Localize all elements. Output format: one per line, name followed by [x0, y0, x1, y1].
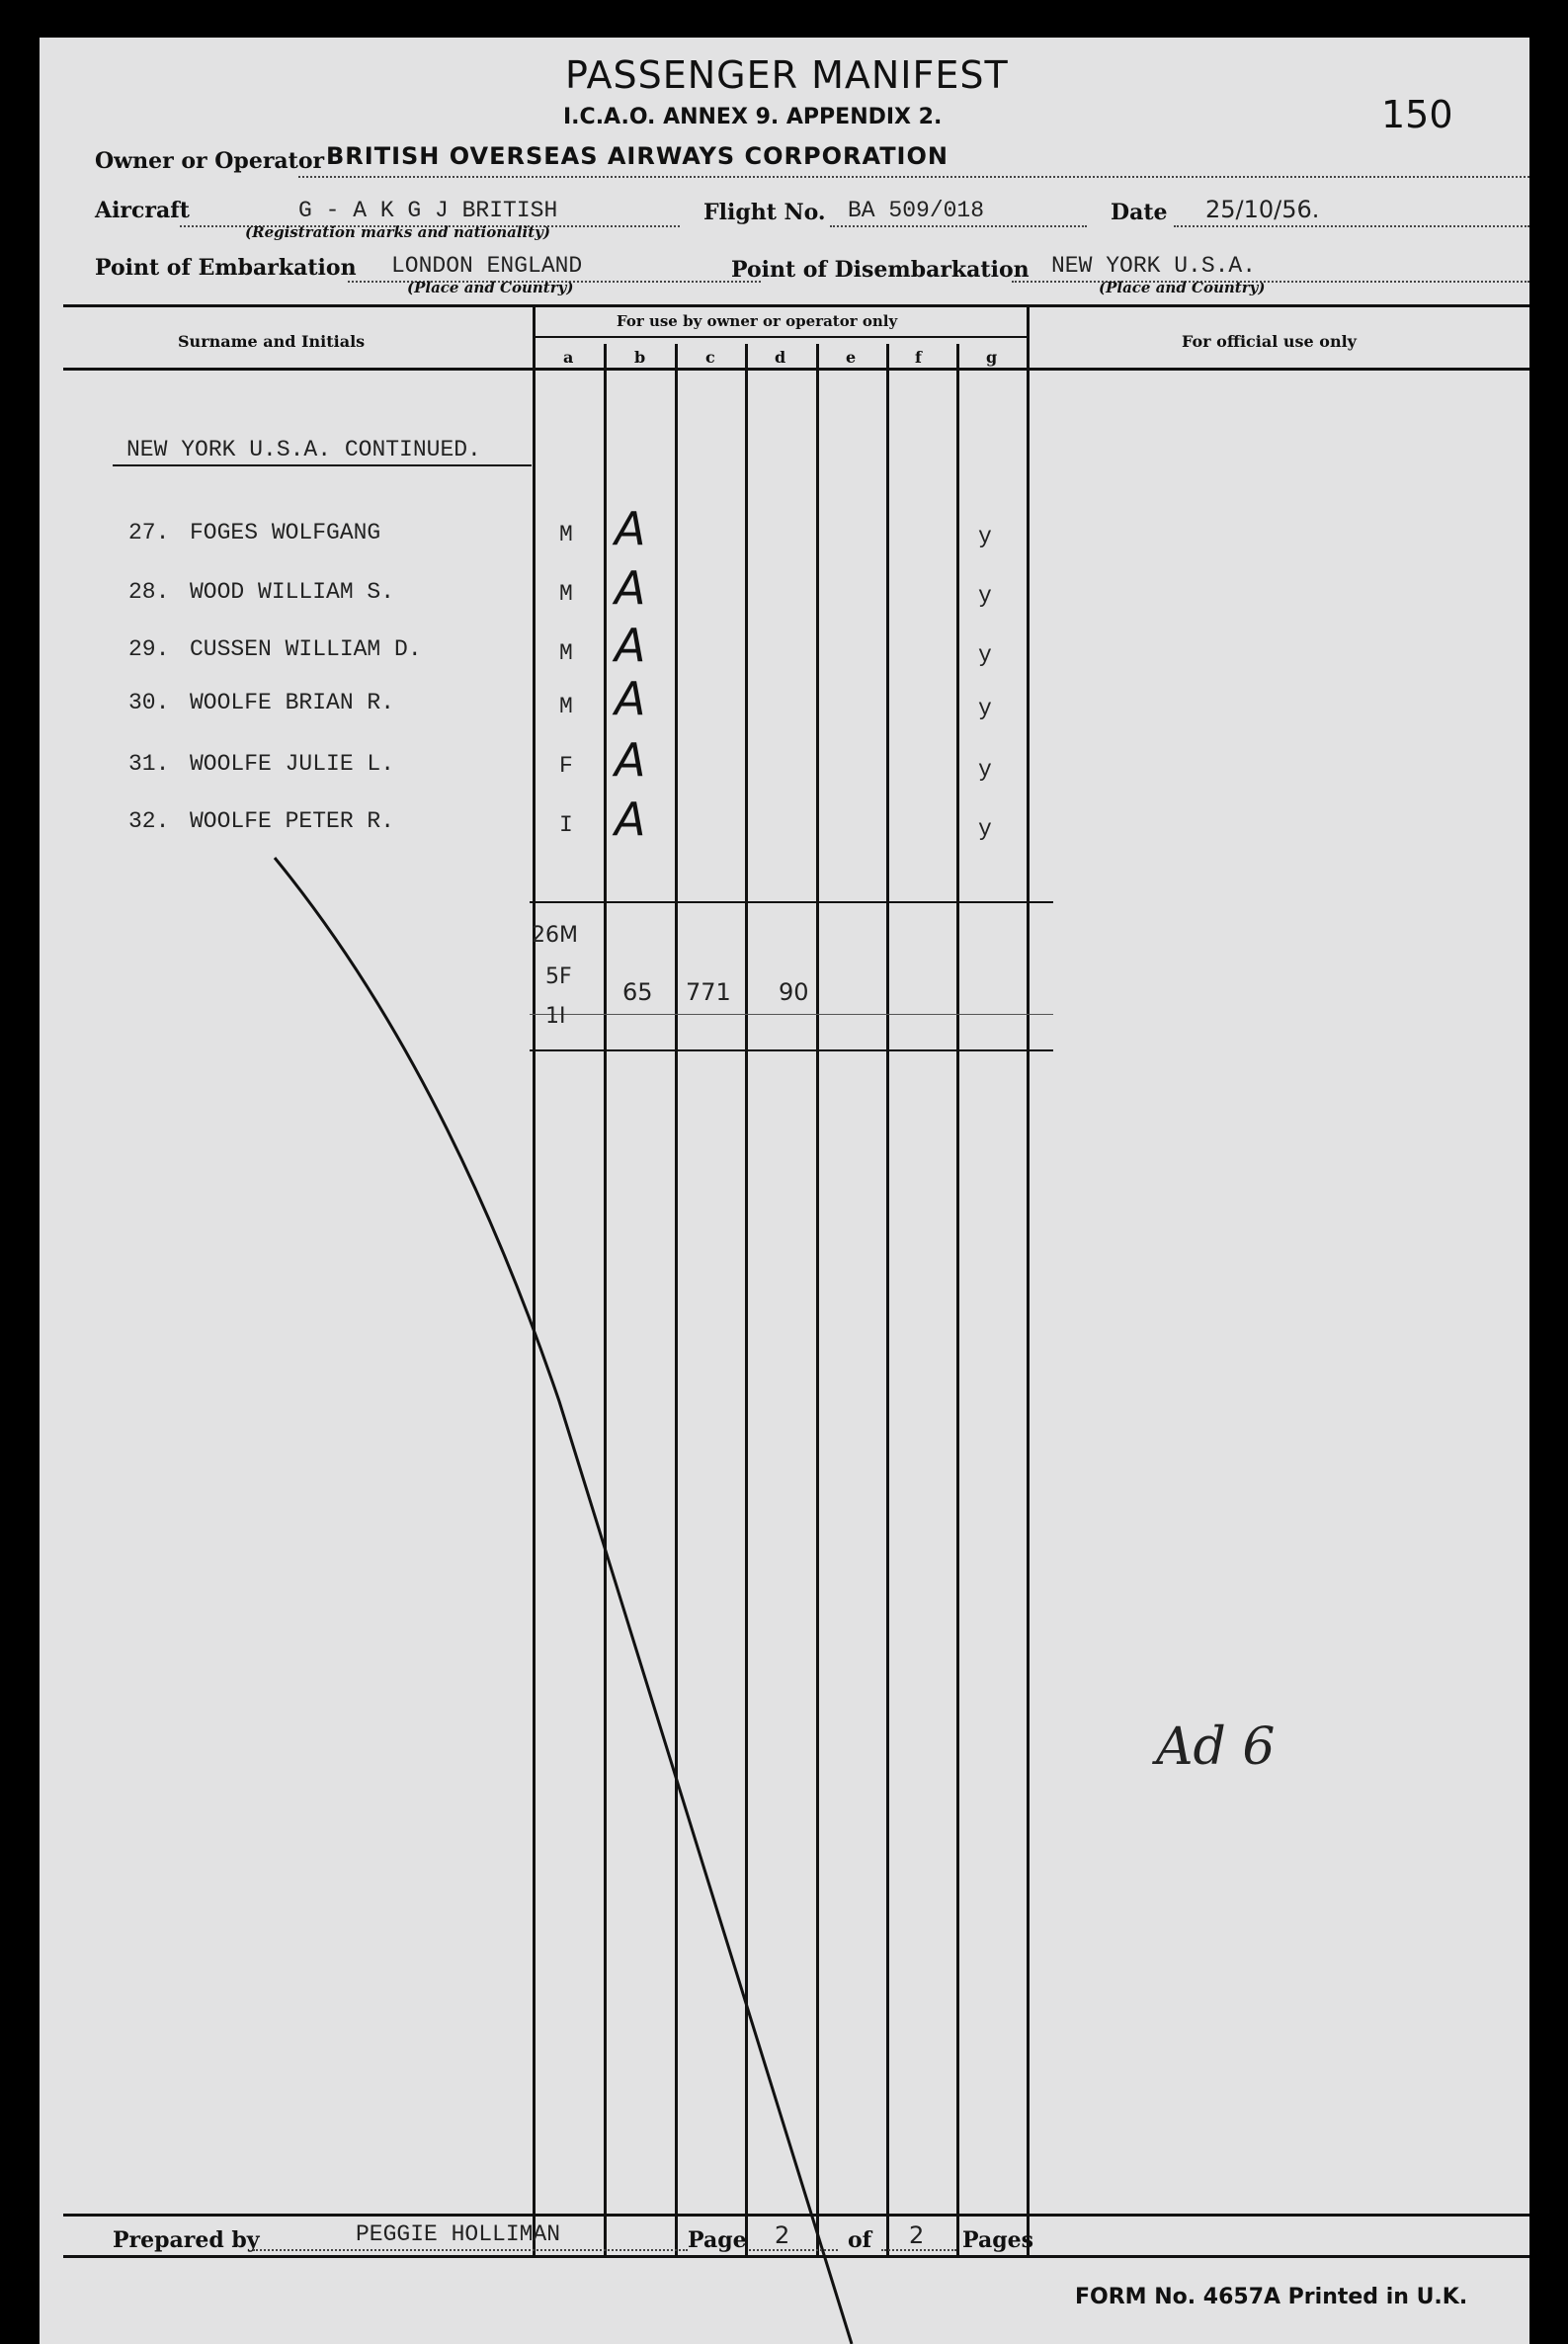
- total-infant: 1I: [545, 1004, 566, 1029]
- passenger-name: WOOD WILLIAM S.: [190, 579, 395, 605]
- official-header: For official use only: [1182, 332, 1357, 351]
- passenger-name: WOOLFE BRIAN R.: [190, 690, 395, 715]
- col-b-value: A: [615, 672, 646, 725]
- aircraft-value: G - A K G J BRITISH: [298, 198, 558, 223]
- flight-label: Flight No.: [703, 200, 826, 225]
- disembarkation-value: NEW YORK U.S.A.: [1051, 253, 1257, 279]
- official-note: Ad 6: [1156, 1717, 1276, 1777]
- passenger-name: CUSSEN WILLIAM D.: [190, 636, 422, 662]
- continued-heading: NEW YORK U.S.A. CONTINUED.: [126, 437, 481, 462]
- disembarkation-note: (Place and Country): [1099, 279, 1266, 296]
- footer-top-rule: [63, 2214, 1529, 2217]
- col-a-value: M: [559, 640, 573, 666]
- page-dotted-line: [749, 2249, 838, 2251]
- aircraft-label: Aircraft: [95, 198, 190, 223]
- owner-value: BRITISH OVERSEAS AIRWAYS CORPORATION: [326, 142, 949, 170]
- passenger-name: WOOLFE JULIE L.: [190, 751, 395, 777]
- page-title: PASSENGER MANIFEST: [565, 53, 1009, 97]
- row-number: 30.: [128, 690, 170, 715]
- col-b-value: A: [615, 561, 646, 615]
- row-number: 31.: [128, 751, 170, 777]
- of-value: 2: [909, 2221, 925, 2249]
- page-value: 2: [775, 2221, 790, 2249]
- total-col-b: 65: [622, 978, 653, 1006]
- col-header-d: d: [775, 348, 786, 367]
- embarkation-note: (Place and Country): [407, 279, 574, 296]
- row-number: 28.: [128, 579, 170, 605]
- total-female: 5F: [545, 964, 572, 989]
- col-header-f: f: [915, 348, 922, 367]
- page-label: Page: [688, 2227, 747, 2253]
- surname-header: Surname and Initials: [178, 332, 366, 351]
- form-number: FORM No. 4657A Printed in U.K.: [1075, 2285, 1468, 2309]
- col-g-value: y: [978, 524, 992, 549]
- owner-label: Owner or Operator: [95, 148, 325, 174]
- flight-value: BA 509/018: [848, 198, 985, 223]
- aircraft-note: (Registration marks and nationality): [245, 223, 550, 241]
- of-dotted-line: [881, 2249, 956, 2251]
- date-value: 25/10/56.: [1205, 196, 1320, 223]
- row-number: 32.: [128, 808, 170, 834]
- col-b-value: A: [615, 619, 646, 672]
- embarkation-value: LONDON ENGLAND: [391, 253, 583, 279]
- col-header-g: g: [986, 348, 998, 367]
- col-a-value: I: [559, 812, 573, 838]
- date-label: Date: [1111, 200, 1168, 225]
- col-a-value: M: [559, 581, 573, 607]
- page-number: 150: [1381, 93, 1453, 136]
- col-g-value: y: [978, 696, 992, 721]
- prepared-label: Prepared by: [113, 2227, 260, 2253]
- diagonal-cancel-stroke: [40, 38, 1529, 2344]
- col-header-b: b: [634, 348, 646, 367]
- col-a-value: M: [559, 522, 573, 547]
- disembarkation-label: Point of Disembarkation: [731, 257, 1030, 283]
- total-col-c: 771: [686, 978, 731, 1006]
- row-number: 29.: [128, 636, 170, 662]
- col-a-value: M: [559, 694, 573, 719]
- manifest-sheet: [40, 38, 1529, 2344]
- of-label: of: [848, 2227, 872, 2253]
- total-male: 26M: [532, 923, 578, 948]
- owner-use-header: For use by owner or operator only: [617, 312, 898, 330]
- col-b-value: A: [615, 733, 646, 787]
- page-subtitle: I.C.A.O. ANNEX 9. APPENDIX 2.: [563, 105, 943, 129]
- passenger-name: FOGES WOLFGANG: [190, 520, 381, 545]
- embarkation-label: Point of Embarkation: [95, 255, 357, 281]
- prepared-dotted-line: [253, 2249, 688, 2251]
- total-col-d: 90: [779, 978, 809, 1006]
- col-header-a: a: [563, 348, 574, 367]
- col-g-value: y: [978, 642, 992, 668]
- pages-label: Pages: [962, 2227, 1033, 2253]
- col-b-value: A: [615, 502, 646, 555]
- col-g-value: y: [978, 816, 992, 842]
- passenger-name: WOOLFE PETER R.: [190, 808, 395, 834]
- col-a-value: F: [559, 753, 573, 779]
- col-b-value: A: [615, 793, 646, 846]
- col-header-c: c: [705, 348, 715, 367]
- row-number: 27.: [128, 520, 170, 545]
- col-g-value: y: [978, 757, 992, 783]
- footer-bottom-rule: [63, 2255, 1529, 2258]
- col-g-value: y: [978, 583, 992, 609]
- col-header-e: e: [846, 348, 857, 367]
- prepared-value: PEGGIE HOLLIMAN: [356, 2221, 561, 2247]
